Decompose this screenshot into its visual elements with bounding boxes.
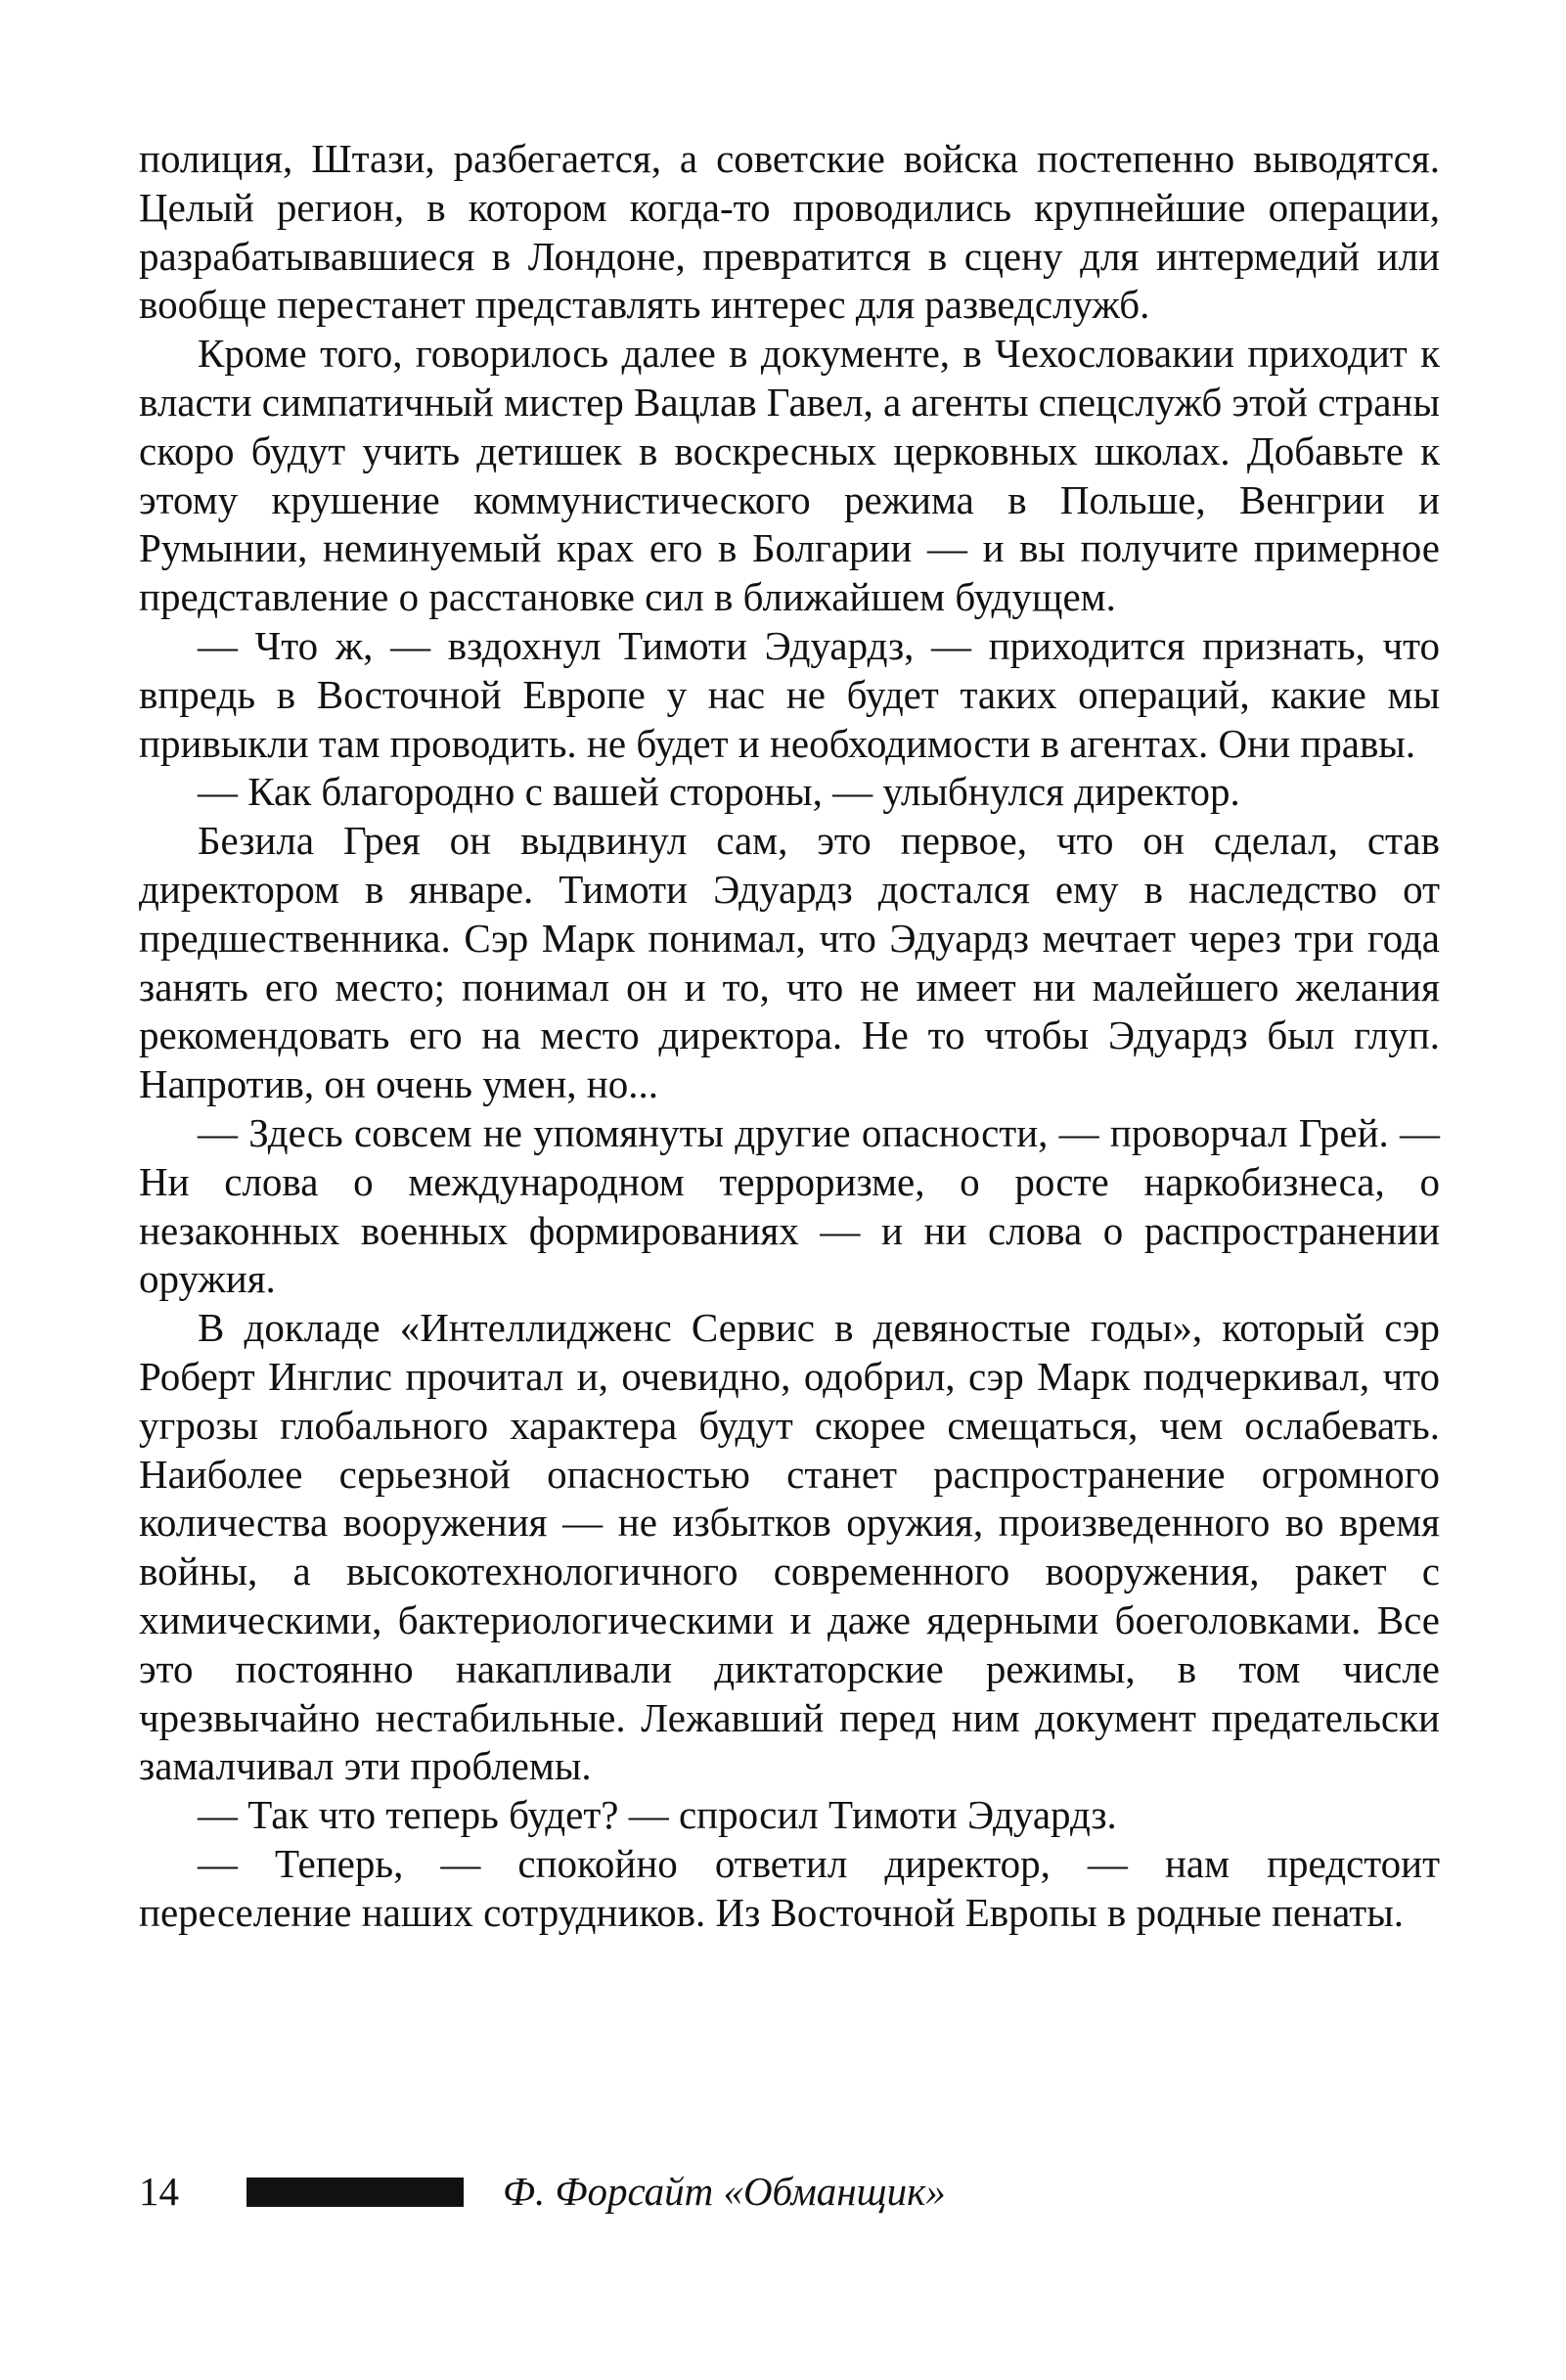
paragraph: полиция, Штази, разбегается, а советские войска постепенно выводятся. Целый регион, в котором когда-то проводились крупнейшие операции, разрабатывавшиеся в Лондоне, превратится в сцену для интермедий или вообще перестанет представлять интерес для разведслужб. xyxy=(139,136,1440,328)
body-text xyxy=(139,135,1440,1937)
running-title: Ф. Форсайт «Обманщик» xyxy=(503,2169,946,2214)
page-number: 14 xyxy=(139,2169,179,2214)
paragraph: — Так что теперь будет? — спросил Тимоти Эдуардз. xyxy=(198,1792,1117,1838)
paragraph: Кроме того, говорилось далее в документе, в Чехословакии приходит к власти симпатичный мистер Вацлав Гавел, а агенты спецслужб этой страны скоро будут учить детишек в воскресных церковных школах. Добавьте к этому крушение коммунистического режима в Польше, Венгрии и Румынии, неминуемый крах его в Болгарии — и вы получите примерное представление о расстановке сил в ближайшем будущем. xyxy=(139,331,1440,620)
paragraph: — Что ж, — вздохнул Тимоти Эдуардз, — приходится признать, что впредь в Восточной Европе у нас не будет таких операций, какие мы привыкли там проводить. не будет и необходимости в агентах. Они правы. xyxy=(139,622,1440,766)
paragraph: В докладе «Интеллидженс Сервис в девяностые годы», который сэр Роберт Инглис прочитал и, очевидно, одобрил, сэр Марк подчеркивал, что угрозы глобального характера будут скорее смещаться, чем ослабевать. Наиболее серьезной опасностью станет распространение огромного количества вооружения — не избытков оружия, произведенного во время войны, а высокотехнологичного современного вооружения, ракет с химическими, бактериологическими и даже ядерными боеголовками. Все это постоянно накапливали диктаторские режимы, в том числе чрезвычайно нестабильные. Лежавший перед ним документ предательски замалчивал эти проблемы. xyxy=(139,1305,1440,1789)
page-footer xyxy=(139,2162,1440,2221)
paragraph: Безила Грея он выдвинул сам, это первое, что он сделал, став директором в январе. Тимоти Эдуардз достался ему в наследство от предшественника. Сэр Марк понимал, что Эдуардз мечтает через три года занять его место; понимал он и то, что не имеет ни малейшего желания рекомендовать его на место директора. Не то чтобы Эдуардз был глуп. Напротив, он очень умен, но... xyxy=(139,818,1440,1107)
paragraph: — Теперь, — спокойно ответил директор, — нам предстоит переселение наших сотрудников. Из Восточной Европы в родные пенаты. xyxy=(139,1840,1440,1935)
footer-rule xyxy=(246,2178,464,2207)
paragraph: — Как благородно с вашей стороны, — улыбнулся директор. xyxy=(198,769,1240,815)
paragraph: — Здесь совсем не упомянуты другие опасности, — проворчал Грей. — Ни слова о международном терроризме, о росте наркобизнеса, о незаконных военных формированиях — и ни слова о распространении оружия. xyxy=(139,1109,1440,1302)
